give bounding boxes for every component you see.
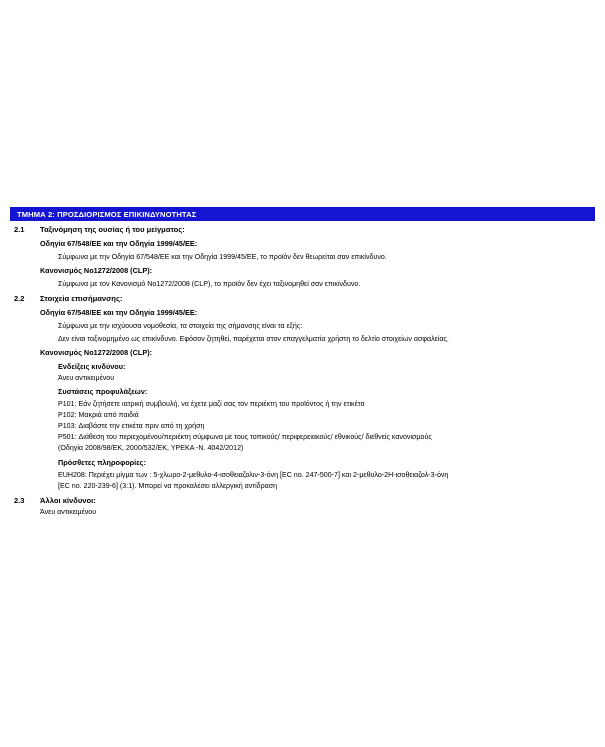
subsection-heading: Οδηγία 67/548/ΕΕ και την Οδηγία 1999/45/ΕΕ: [40,307,198,317]
section-banner: ΤΜΗΜΑ 2: ΠΡΟΣΔΙΟΡΙΣΜΟΣ ΕΠΙΚΙΝΔΥΝΟΤΗΤΑΣ [10,207,595,221]
hazard-statements-label: Ενδείξεις κινδύνου: [58,362,126,371]
list-item: P101: Εάν ζητήσετε ιατρική συμβουλή, να έχετε μαζί σας τον περιέκτη του προϊόντος ή την ετικέτα [58,400,365,409]
section-title: Άλλοι κίνδυνοι: [40,496,96,506]
section-number: 2.3 [14,496,25,506]
subsection-heading: Οδηγία 67/548/ΕΕ και την Οδηγία 1999/45/ΕΕ: [40,239,198,249]
list-item: (Οδηγία 2008/98/ΕΚ, 2000/532/ΕΚ, ΥΡΕΚΑ -Ν. 4042/2012) [58,444,244,453]
section-title: Ταξινόμηση της ουσίας ή του μείγματος: [40,225,185,234]
list-item: P102: Μακριά από παιδιά [58,411,139,420]
hazard-statements-value: Άνευ αντικειμένου [58,373,115,382]
section-body [40,225,595,290]
section-2-1 [10,225,595,290]
additional-info-label: Πρόσθετες πληροφορίες: [58,458,146,468]
subsection-heading: Κανονισμός Νο1272/2008 (CLP): [40,348,153,358]
section-body [40,496,595,518]
subsection-heading: Κανονισμός Νο1272/2008 (CLP): [40,266,153,276]
subsection-text: Σύμφωνα με τον Κανονισμό Νο1272/2008 (CLP), το προϊόν δεν έχει ταξινομηθεί σαν επικίνδυνο. [58,280,361,289]
subsection-text-secondary: Δεν είναι ταξινομημένο ως επικίνδυνο. Εφόσον ζητηθεί, παρέχεται στον επαγγελματία χρήστη το δελτίο στοιχείων ασφαλείας. [58,334,449,343]
section-number: 2.2 [14,293,25,303]
list-item: P103: Διαβάστε την ετικέτα πριν από τη χρήση [58,422,205,431]
section-2-3 [10,496,595,518]
section-number: 2.1 [14,225,25,234]
precautionary-list [58,399,595,454]
document-content [10,207,595,518]
list-item: EUH208: Περιέχει μίγμα των : 5-χλωρο-2-μεθυλο-4-ισοθειαζολιν-3-όνη [EC no. 247-500-7] και 2-μεθυλο-2H-ισοθειαζολ-3-όνη [58,471,449,480]
subsection-text: Σύμφωνα με την Οδηγία 67/548/ΕΕ και την Οδηγία 1999/45/ΕΕ, το προϊόν δεν θεωρείται σαν επικίνδυνο. [58,253,387,262]
section-2-2 [10,294,595,493]
list-item: P501: Διάθεση του περιεχομένου/περιέκτη σύμφωνα με τους τοπικούς/ περιφερειακούς/ εθνικούς/ διεθνείς κανονισμούς [58,433,432,442]
list-item: [EC no. 220-239-6] (3:1). Μπορεί να προκαλέσει αλλεργική αντίδραση [58,482,278,491]
additional-info-list [58,470,595,492]
precautionary-label: Συστάσεις προφυλάξεων: [58,387,148,397]
section-title: Στοιχεία επισήμανσης: [40,293,123,303]
section-text: Άνευ αντικειμένου [40,508,97,517]
subsection-text: Σύμφωνα με την ισχύουσα νομοθεσία, τα στοιχεία της σήμανσης είναι τα εξής: [58,321,303,330]
section-body [40,294,595,493]
